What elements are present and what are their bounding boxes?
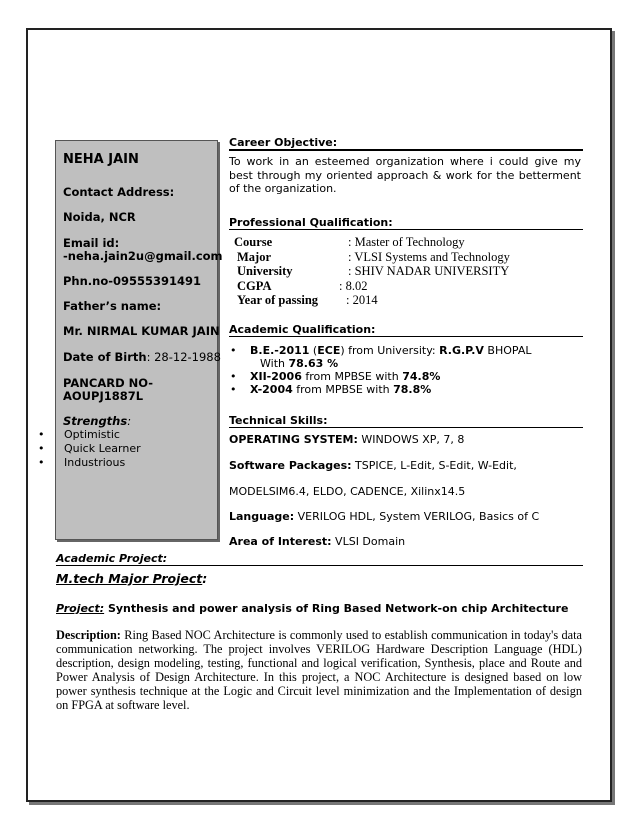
- software-packages-line: [229, 459, 517, 472]
- academic-project-heading: Academic Project:: [56, 552, 168, 565]
- career-objective-text: To work in an esteemed organization where i could give my best through my oriented approach & work for the betterment of the organization.: [229, 155, 581, 195]
- project-title-line: [56, 602, 568, 615]
- be-mid: ) from University:: [340, 344, 440, 357]
- pancard-number: AOUPJ1887L: [63, 389, 144, 403]
- qual-value: : 2014: [346, 293, 378, 307]
- career-objective-heading: Career Objective:: [229, 136, 338, 149]
- divider: [229, 229, 583, 230]
- divider: [56, 565, 583, 566]
- xii-mid: from MPBSE with: [301, 370, 403, 383]
- x-score: 78.8%: [393, 383, 432, 396]
- operating-system-line: [229, 433, 464, 446]
- bullet-icon: •: [230, 383, 237, 396]
- be-city: BHOPAL: [483, 344, 532, 357]
- language-value: VERILOG HDL, System VERILOG, Basics of C: [294, 510, 540, 523]
- be-line: [250, 344, 531, 357]
- be-score-line: [260, 357, 338, 370]
- mtech-project-colon: :: [202, 571, 208, 586]
- list-item: • Industrious: [38, 456, 141, 470]
- software-label: Software Packages:: [229, 459, 352, 472]
- qual-value: : VLSI Systems and Technology: [348, 249, 510, 264]
- divider: [229, 149, 583, 151]
- technical-skills-heading: Technical Skills:: [229, 414, 328, 427]
- dob-value: : 28-12-1988: [146, 350, 221, 364]
- x-degree: X-2004: [250, 383, 293, 396]
- description-label: Description:: [56, 628, 121, 642]
- qual-value: : Master of Technology: [348, 235, 465, 249]
- mtech-project-heading: [56, 571, 207, 586]
- professional-qualification-heading: Professional Qualification:: [229, 216, 393, 229]
- project-label: Project:: [56, 602, 105, 615]
- x-mid: from MPBSE with: [292, 383, 394, 396]
- father-name: Mr. NIRMAL KUMAR JAIN: [63, 324, 220, 338]
- area-of-interest-line: [229, 535, 405, 548]
- email-value: -neha.jain2u@gmail.com: [63, 249, 223, 263]
- phone-number: Phn.no-09555391491: [63, 274, 202, 288]
- os-label: OPERATING SYSTEM:: [229, 433, 358, 446]
- qual-label: CGPA: [237, 278, 272, 293]
- project-title: Synthesis and power analysis of Ring Based Network-on chip Architecture: [104, 602, 569, 615]
- sidebar-panel: [55, 140, 218, 540]
- strengths-colon: :: [127, 414, 132, 428]
- qual-value: : 8.02: [339, 278, 368, 293]
- divider: [229, 336, 583, 337]
- software-value: TSPICE, L-Edit, S-Edit, W-Edit,: [351, 459, 517, 472]
- qual-label: Year of passing: [237, 293, 319, 307]
- professional-qualification-table: [234, 235, 574, 309]
- qual-label: Major: [237, 249, 272, 264]
- xii-line: [250, 370, 440, 383]
- language-line: [229, 510, 539, 523]
- be-open: (: [309, 344, 318, 357]
- xii-degree: XII-2006: [250, 370, 302, 383]
- pancard-label: PANCARD NO-: [63, 376, 154, 390]
- interest-label: Area of Interest:: [229, 535, 332, 548]
- bullet-icon: •: [230, 344, 237, 357]
- candidate-name: NEHA JAIN: [63, 152, 139, 167]
- language-label: Language:: [229, 510, 295, 523]
- xii-score: 74.8%: [402, 370, 441, 383]
- email-label: Email id:: [63, 236, 120, 250]
- dob-label: Date of Birth: [63, 350, 147, 364]
- mtech-project-title: M.tech Major Project: [56, 571, 203, 586]
- project-description: [56, 628, 582, 712]
- qual-label: Course: [234, 235, 273, 249]
- strengths-list: [38, 428, 141, 470]
- x-line: [250, 383, 431, 396]
- location: Noida, NCR: [63, 210, 136, 224]
- bullet-icon: •: [230, 370, 237, 383]
- os-value: WINDOWS XP, 7, 8: [357, 433, 465, 446]
- list-item: • Optimistic: [38, 428, 141, 442]
- academic-qualification-heading: Academic Qualification:: [229, 323, 376, 336]
- interest-value: VLSI Domain: [331, 535, 406, 548]
- description-text: Ring Based NOC Architecture is commonly used to establish communication in today's data communication networking. The project involves VERILOG Hardware Description Language (HDL) description, design modeling, testing, functional and logical verification, Synthesis, place and Route and Power Analysis of Design Architecture. In this project, a NOC Architecture is designed based on low power synthesis technique at the Logic and Circuit level minimization and the Implementation of design on FPGA at software level.: [56, 628, 582, 712]
- strengths-label: [63, 414, 131, 428]
- strengths-label-text: Strengths: [63, 414, 128, 428]
- contact-address-label: Contact Address:: [63, 185, 175, 199]
- be-degree: B.E.-2011: [250, 344, 310, 357]
- list-item: • Quick Learner: [38, 442, 141, 456]
- be-branch: ECE: [317, 344, 341, 357]
- be-score: 78.63 %: [288, 357, 339, 370]
- father-name-label: Father’s name:: [63, 299, 162, 313]
- date-of-birth: [63, 350, 221, 364]
- qual-label: University: [237, 264, 293, 278]
- be-university: R.G.P.V: [439, 344, 484, 357]
- qual-value: : SHIV NADAR UNIVERSITY: [348, 264, 510, 278]
- be-with: With: [260, 357, 289, 370]
- divider: [229, 427, 583, 428]
- software-packages-line-2: MODELSIM6.4, ELDO, CADENCE, Xilinx14.5: [229, 485, 466, 498]
